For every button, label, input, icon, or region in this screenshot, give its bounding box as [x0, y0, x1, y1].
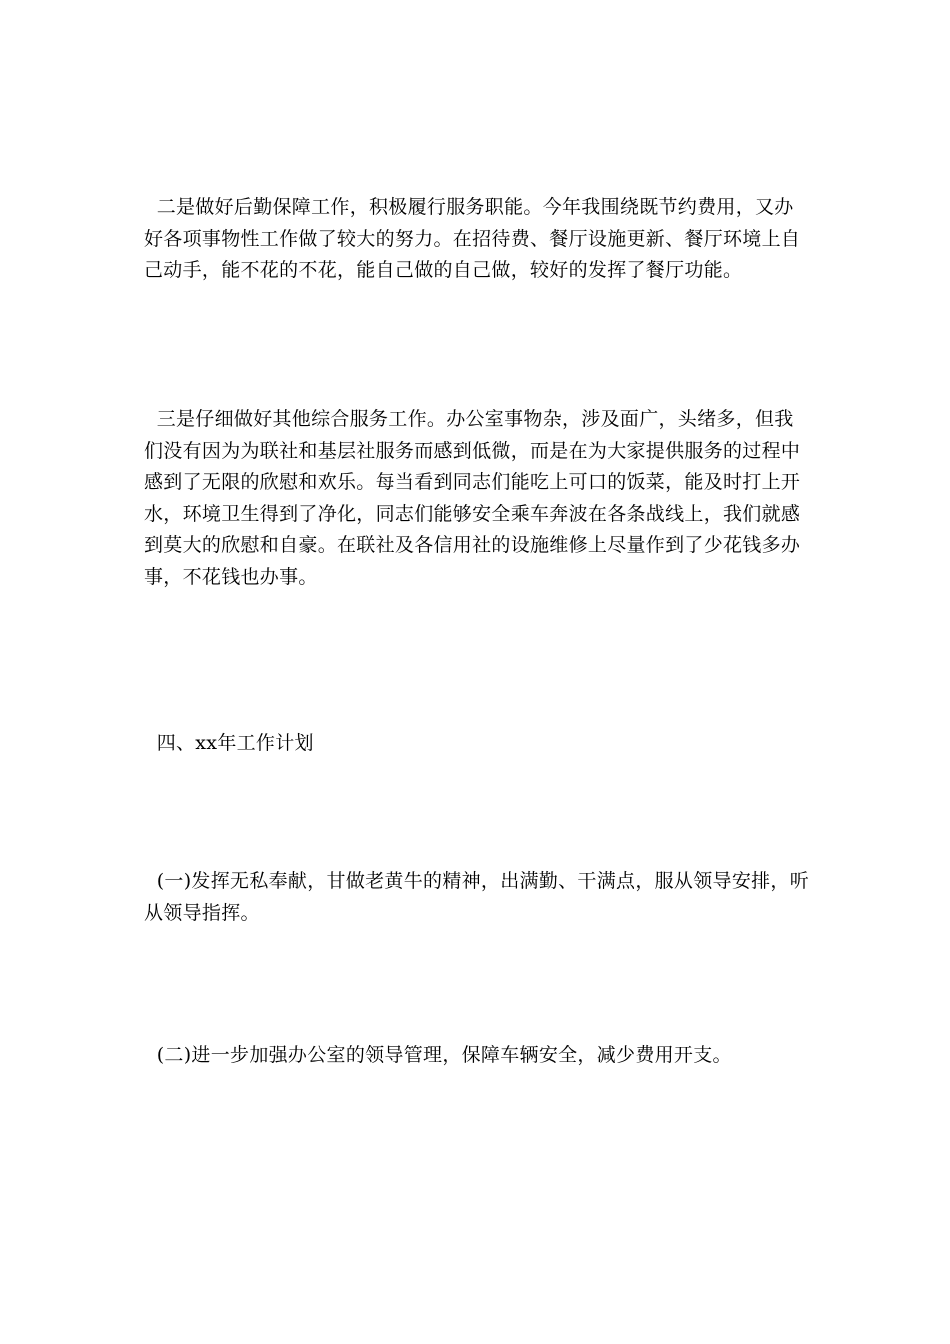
- paragraph-logistics-support: 二是做好后勤保障工作，积极履行服务职能。今年我围绕既节约费用，又办好各项事物性工作做了较大的努力。在招待费、餐厅设施更新、餐厅环境上自己动手，能不花的不花，能自己做的自己做，较好的发挥了餐厅功能。: [144, 196, 801, 281]
- paragraph-comprehensive-service: 三是仔细做好其他综合服务工作。办公室事物杂，涉及面广，头绪多，但我们没有因为为联社和基层社服务而感到低微，而是在为大家提供服务的过程中感到了无限的欣慰和欢乐。每当看到同志们能吃上可口的饭菜，能及时打上开水，环境卫生得到了净化，同志们能够安全乘车奔波在各条战线上，我们就感到莫大的欣慰和自豪。在联社及各信用社的设施维修上尽量作到了少花钱多办事，不花钱也办事。: [144, 408, 801, 588]
- section-heading-work-plan: 四、xx年工作计划: [144, 732, 314, 754]
- plan-item-2: (二)进一步加强办公室的领导管理，保障车辆安全，减少费用开支。: [144, 1044, 732, 1066]
- plan-item-1: (一)发挥无私奉献，甘做老黄牛的精神，出满勤、干满点，服从领导安排，听从领导指挥。: [144, 870, 810, 924]
